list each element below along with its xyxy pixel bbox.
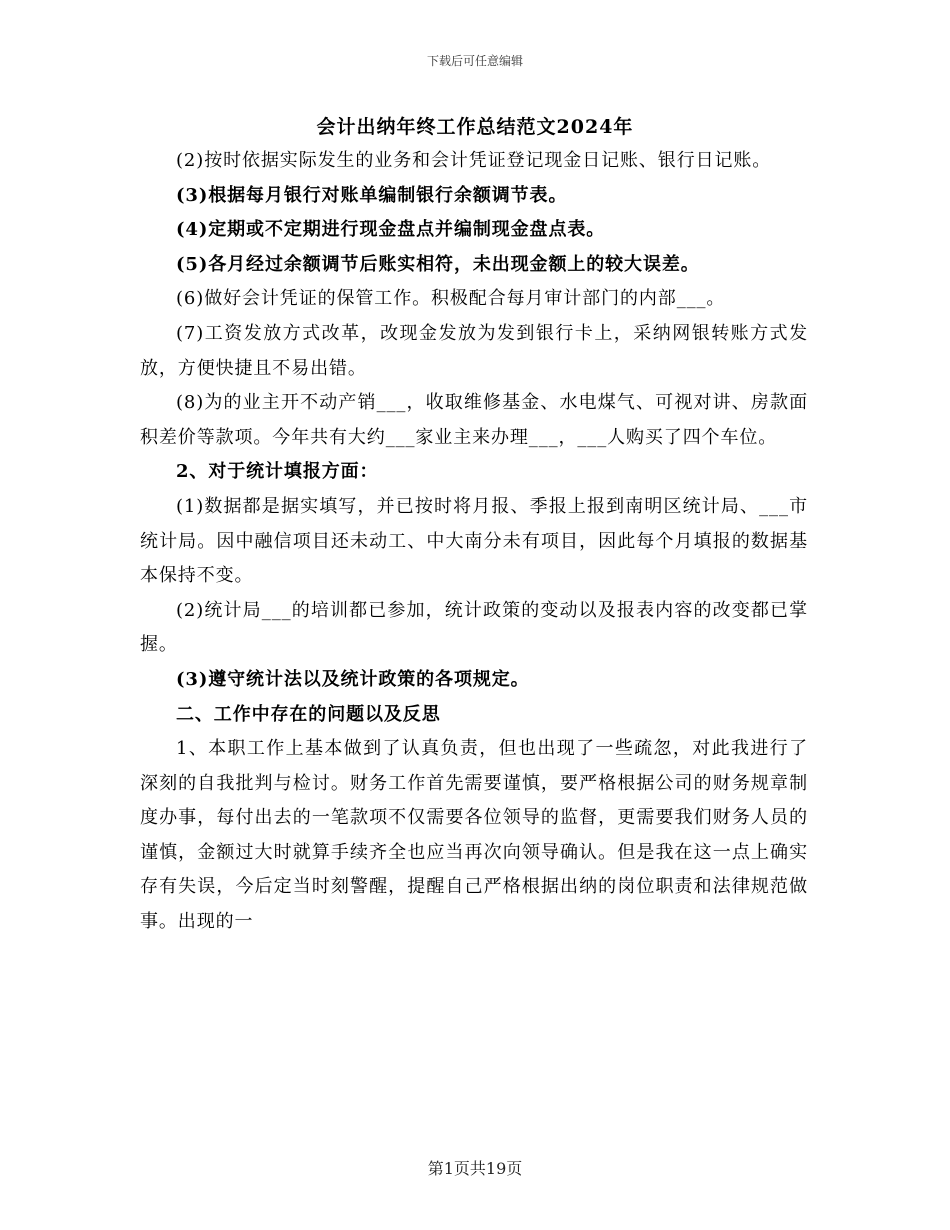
paragraph: 1、本职工作上基本做到了认真负责，但也出现了一些疏忽，对此我进行了深刻的自我批判与检讨。财务工作首先需要谨慎，要严格根据公司的财务规章制度办事，每付出去的一笔款项不仅需要各位领导的监督，更需要我们财务人员的谨慎，金额过大时就算手续齐全也应当再次向领导确认。但是我在这一点上确实存有失误，今后定当时刻警醒，提醒自己严格根据出纳的岗位职责和法律规范做事。出现的一 [140, 738, 808, 933]
paragraph: (8)为的业主开不动产销___，收取维修基金、水电煤气、可视对讲、房款面积差价等款项。今年共有大约___家业主来办理___，___人购买了四个车位。 [140, 392, 808, 448]
document-body [140, 144, 808, 940]
paragraph: (3)遵守统计法以及统计政策的各项规定。 [176, 668, 530, 690]
section-heading: 二、工作中存在的问题以及反思 [176, 703, 441, 725]
header-note: 下载后可任意编辑 [426, 54, 523, 68]
document-title: 会计出纳年终工作总结范文2024年 [316, 116, 634, 138]
paragraph: (2)按时依据实际发生的业务和会计凭证登记现金日记账、银行日记账。 [176, 150, 772, 171]
page-number-footer: 第1页共19页 [427, 1159, 523, 1178]
section-heading: 2、对于统计填报方面： [176, 461, 379, 483]
paragraph: (5)各月经过余额调节后账实相符，未出现金额上的较大误差。 [176, 253, 700, 275]
paragraph: (2)统计局___的培训都已参加，统计政策的变动以及报表内容的改变都已掌握。 [140, 599, 808, 656]
paragraph: (7)工资发放方式改革，改现金发放为发到银行卡上，采纳网银转账方式发放，方便快捷且不易出错。 [140, 322, 808, 379]
paragraph: (1)数据都是据实填写，并已按时将月报、季报上报到南明区统计局、___市统计局。因中融信项目还未动工、中大南分未有项目，因此每个月填报的数据基本保持不变。 [140, 495, 808, 587]
paragraph: (4)定期或不定期进行现金盘点并编制现金盘点表。 [176, 219, 606, 241]
paragraph: (3)根据每月银行对账单编制银行余额调节表。 [176, 184, 568, 206]
paragraph: (6)做好会计凭证的保管工作。积极配合每月审计部门的内部___。 [176, 288, 726, 310]
